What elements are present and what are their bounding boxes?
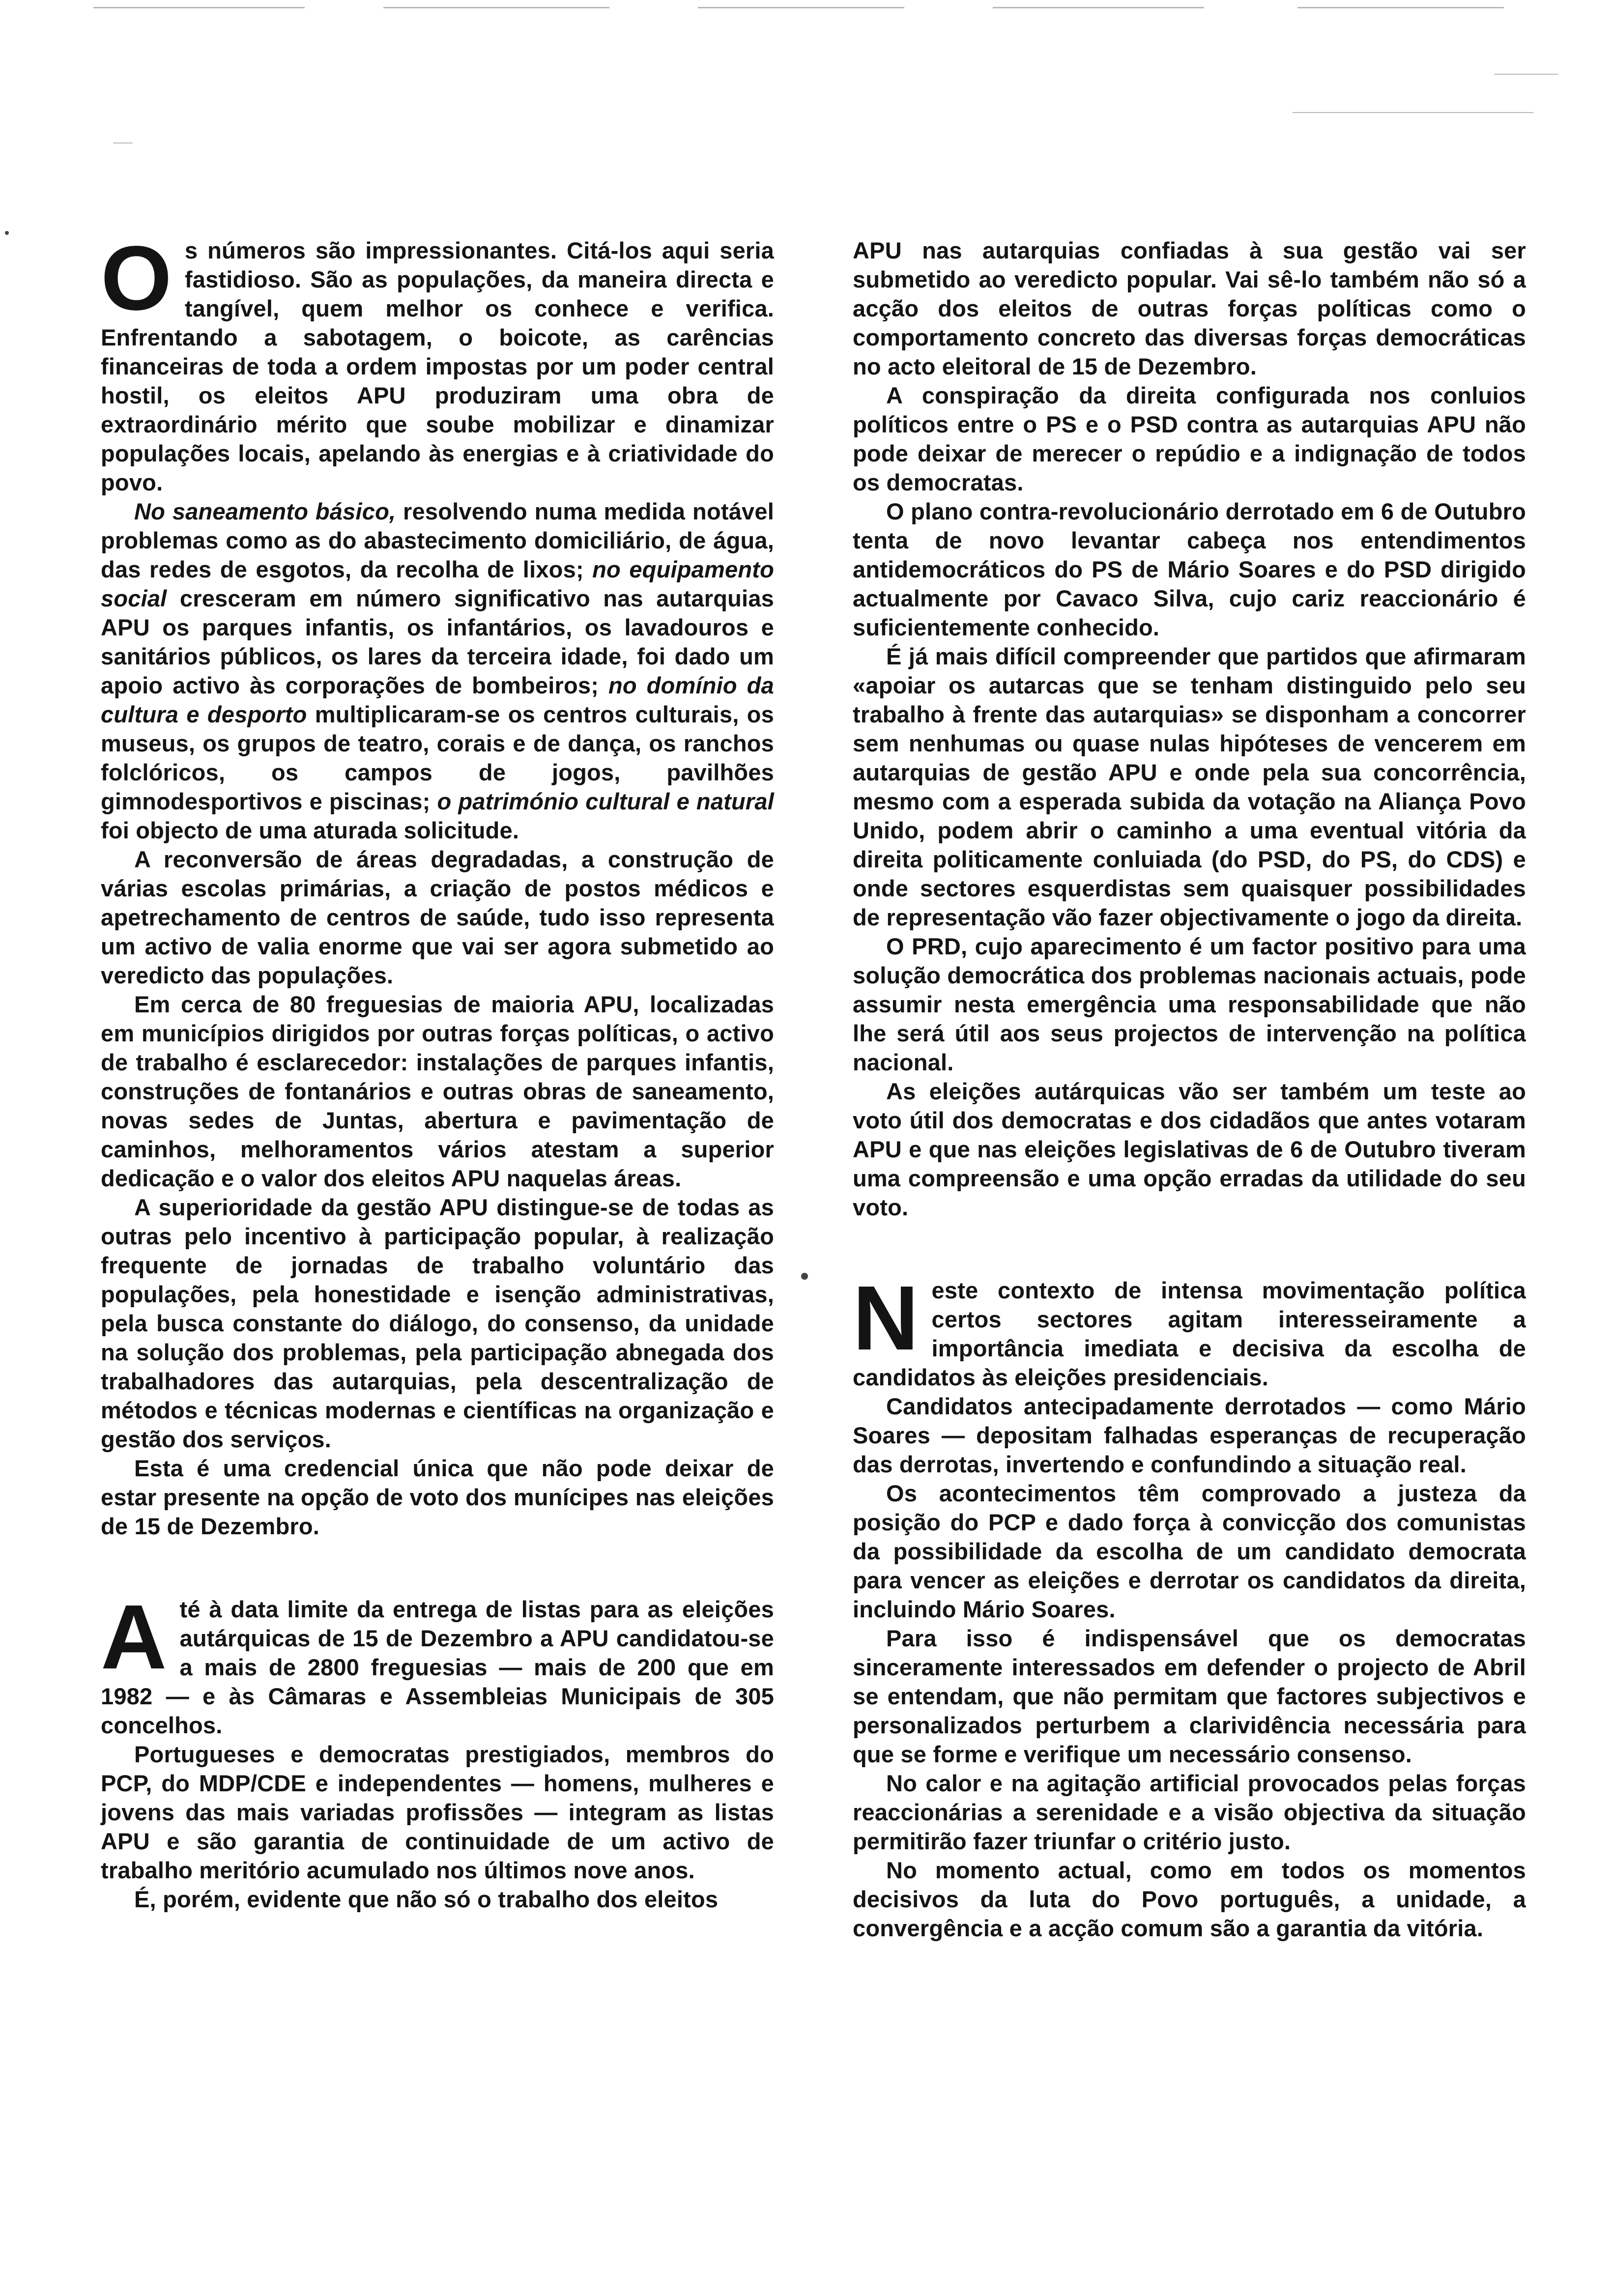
drop-cap: N: [853, 1267, 919, 1369]
scan-line-left: [113, 143, 133, 144]
scan-line-right-1: [1494, 74, 1558, 75]
emphasis: No saneamento básico,: [134, 498, 396, 524]
paragraph-text: resolvendo numa medida notável problemas como as do abastecimento domiciliário, de água, das redes de esgotos, da recolha de lixos;: [101, 498, 774, 582]
paragraph: Portugueses e democratas prestigiados, membros do PCP, do MDP/CDE e independentes — homens, mulheres e jovens das mais variadas profissões — integram as listas APU e são garantia de continuidade de um activo de trabalho meritório acumulado nos últimos nove anos.: [101, 1741, 774, 1883]
right-column: [853, 236, 1526, 1943]
paragraph: É, porém, evidente que não só o trabalho dos eleitos: [134, 1886, 719, 1912]
emphasis: no equipamento social: [101, 556, 774, 611]
left-column: [101, 228, 775, 1914]
scan-line-top-1: [93, 7, 305, 8]
scan-line-right-2: [1293, 112, 1533, 113]
emphasis: o património cultural e natural: [437, 788, 775, 814]
paragraph: A conspiração da direita configurada nos conluios políticos entre o PS e o PSD contra as autarquias APU não pode deixar de merecer o repúdio e a indignação de todos os democratas.: [853, 382, 1526, 495]
scan-line-top-2: [383, 7, 609, 8]
paragraph: É já mais difícil compreender que partidos que afirmaram «apoiar os autarcas que se tenham distinguido pelo seu trabalho à frente das autarquias» se disponham a concorrer sem nenhumas ou quase nulas hipóteses de vencerem em autarquias de gestão APU e onde pela sua concorrência, mesmo com a esperada subida da votação na Aliança Povo Unido, podem abrir o caminho a uma eventual vitória da direita politicamente conluiada (do PSD, do PS, do CDS) e onde sectores esquerdistas sem quaisquer possibilidades de representação vão fazer objectivamente o jogo da direita.: [853, 643, 1526, 930]
paragraph: [853, 1267, 1526, 1392]
paragraph: As eleições autárquicas vão ser também um teste ao voto útil dos democratas e dos cidadãos que antes votaram APU e que nas eleições legislativas de 6 de Outubro tiveram uma compreensão e uma opção erradas da utilidade do seu voto.: [853, 1078, 1526, 1220]
paragraph: No calor e na agitação artificial provocados pelas forças reaccionárias a serenidade e a visão objectiva da situação permitirão fazer triunfar o critério justo.: [853, 1770, 1526, 1854]
paragraph: O PRD, cujo aparecimento é um factor positivo para uma solução democrática dos problemas nacionais actuais, pode assumir nesta emergência uma responsabilidade que não lhe será útil aos seus projectos de intervenção na política nacional.: [853, 933, 1526, 1075]
paragraph: [101, 497, 774, 845]
scan-line-top-5: [1297, 7, 1504, 8]
emphasis: no domínio da cultura e desporto: [101, 672, 774, 727]
scan-line-top-3: [698, 7, 904, 8]
paragraph: Em cerca de 80 freguesias de maioria APU, localizadas em municípios dirigidos por outras forças políticas, o activo de trabalho é esclarecedor: instalações de parques infantis, construções de fontanários e outras obras de saneamento, novas sedes de Juntas, abertura e pavimentação de caminhos, melhoramentos vários atestam a superior dedicação e o valor dos eleitos APU naquelas áreas.: [101, 991, 774, 1191]
paragraph: O plano contra-revolucionário derrotado em 6 de Outubro tenta de novo levantar cabeça nos entendimentos antidemocráticos do PS de Mário Soares e do PSD dirigido actualmente por Cavaco Silva, cujo cariz reaccionário é suficientemente conhecido.: [853, 498, 1526, 640]
scan-line-top-4: [993, 7, 1204, 8]
paragraph: Para isso é indispensável que os democratas sinceramente interessados em defender o projecto de Abril se entendam, que não permitam que factores subjectivos e personalizados perturbem a clarividência necessária para que se forme e verifique um necessário consenso.: [853, 1625, 1526, 1767]
paragraph-text: este contexto de intensa movimentação política certos sectores agitam interesseiramente a importância imediata e decisiva da escolha de candidatos às eleições presidenciais.: [853, 1277, 1526, 1390]
paragraph-text: multiplicaram-se os centros culturais, os museus, os grupos de teatro, corais e de dança, os ranchos folclóricos, os campos de jogos, pavilhões gimnodesportivos e piscinas;: [101, 701, 774, 814]
section-two: [853, 1267, 1526, 1943]
paragraph: [101, 228, 774, 497]
paragraph: A superioridade da gestão APU distingue-se de todas as outras pelo incentivo à participação popular, à realização frequente de jornadas de trabalho voluntário das populações, pela honestidade e isenção administrativas, pela busca constante do diálogo, do consenso, da unidade na solução dos problemas, pela participação abnegada dos trabalhadores das autarquias, pela descentralização de métodos e técnicas modernas e científicas na organização e gestão dos serviços.: [101, 1194, 774, 1452]
paragraph-text: foi objecto de uma aturada solicitude.: [101, 817, 519, 843]
paragraph: [101, 1586, 774, 1740]
paragraph-text: té à data limite da entrega de listas para as eleições autárquicas de 15 de Dezembro a APU candidatou-se a mais de 2800 freguesias — mais de 200 que em 1982 — e às Câmaras e Assembleias Municipais de 305 concelhos.: [101, 1596, 774, 1738]
margin-speck: [801, 1273, 808, 1280]
paragraph: No momento actual, como em todos os momentos decisivos da luta do Povo português, a unidade, a convergência e a acção comum são a garantia da vitória.: [853, 1857, 1526, 1941]
drop-cap: O: [101, 228, 172, 329]
paragraph: Os acontecimentos têm comprovado a justeza da posição do PCP e dado força à convicção dos comunistas da possibilidade da escolha de um candidato democrata para vencer as eleições e derrotar os candidatos da direita, incluindo Mário Soares.: [853, 1480, 1526, 1622]
paragraph-text: cresceram em número significativo nas autarquias APU os parques infantis, os infantários, os lavadouros e sanitários públicos, os lares da terceira idade, foi dado um apoio activo às corporações de bombeiros;: [101, 585, 774, 698]
drop-cap: A: [101, 1586, 167, 1688]
paragraph: APU nas autarquias confiadas à sua gestão vai ser submetido ao veredicto popular. Vai sê-lo também não só a acção dos eleitos de outras forças políticas como o comportamento concreto das diversas forças democráticas no acto eleitoral de 15 de Dezembro.: [853, 237, 1526, 379]
section-two: [101, 1586, 774, 1914]
paragraph-text: s números são impressionantes. Citá-los aqui seria fastidioso. São as populações, da maneira directa e tangível, quem melhor os conhece e verifica. Enfrentando a sabotagem, o boicote, as carências financeiras de toda a ordem impostas por um poder central hostil, os eleitos APU produziram uma obra de extraordinário mérito que soube mobilizar e dinamizar populações locais, apelando às energias e à criatividade do povo.: [101, 237, 774, 495]
paragraph: A reconversão de áreas degradadas, a construção de várias escolas primárias, a criação de postos médicos e apetrechamento de centros de saúde, tudo isso representa um activo de valia enorme que vai ser agora submetido ao veredicto das populações.: [101, 846, 774, 988]
margin-speck: [5, 231, 9, 235]
paragraph: Candidatos antecipadamente derrotados — como Mário Soares — depositam falhadas esperanças de recuperação das derrotas, invertendo e confundindo a situação real.: [853, 1393, 1526, 1477]
paragraph: Esta é uma credencial única que não pode deixar de estar presente na opção de voto dos munícipes nas eleições de 15 de Dezembro.: [101, 1455, 774, 1539]
